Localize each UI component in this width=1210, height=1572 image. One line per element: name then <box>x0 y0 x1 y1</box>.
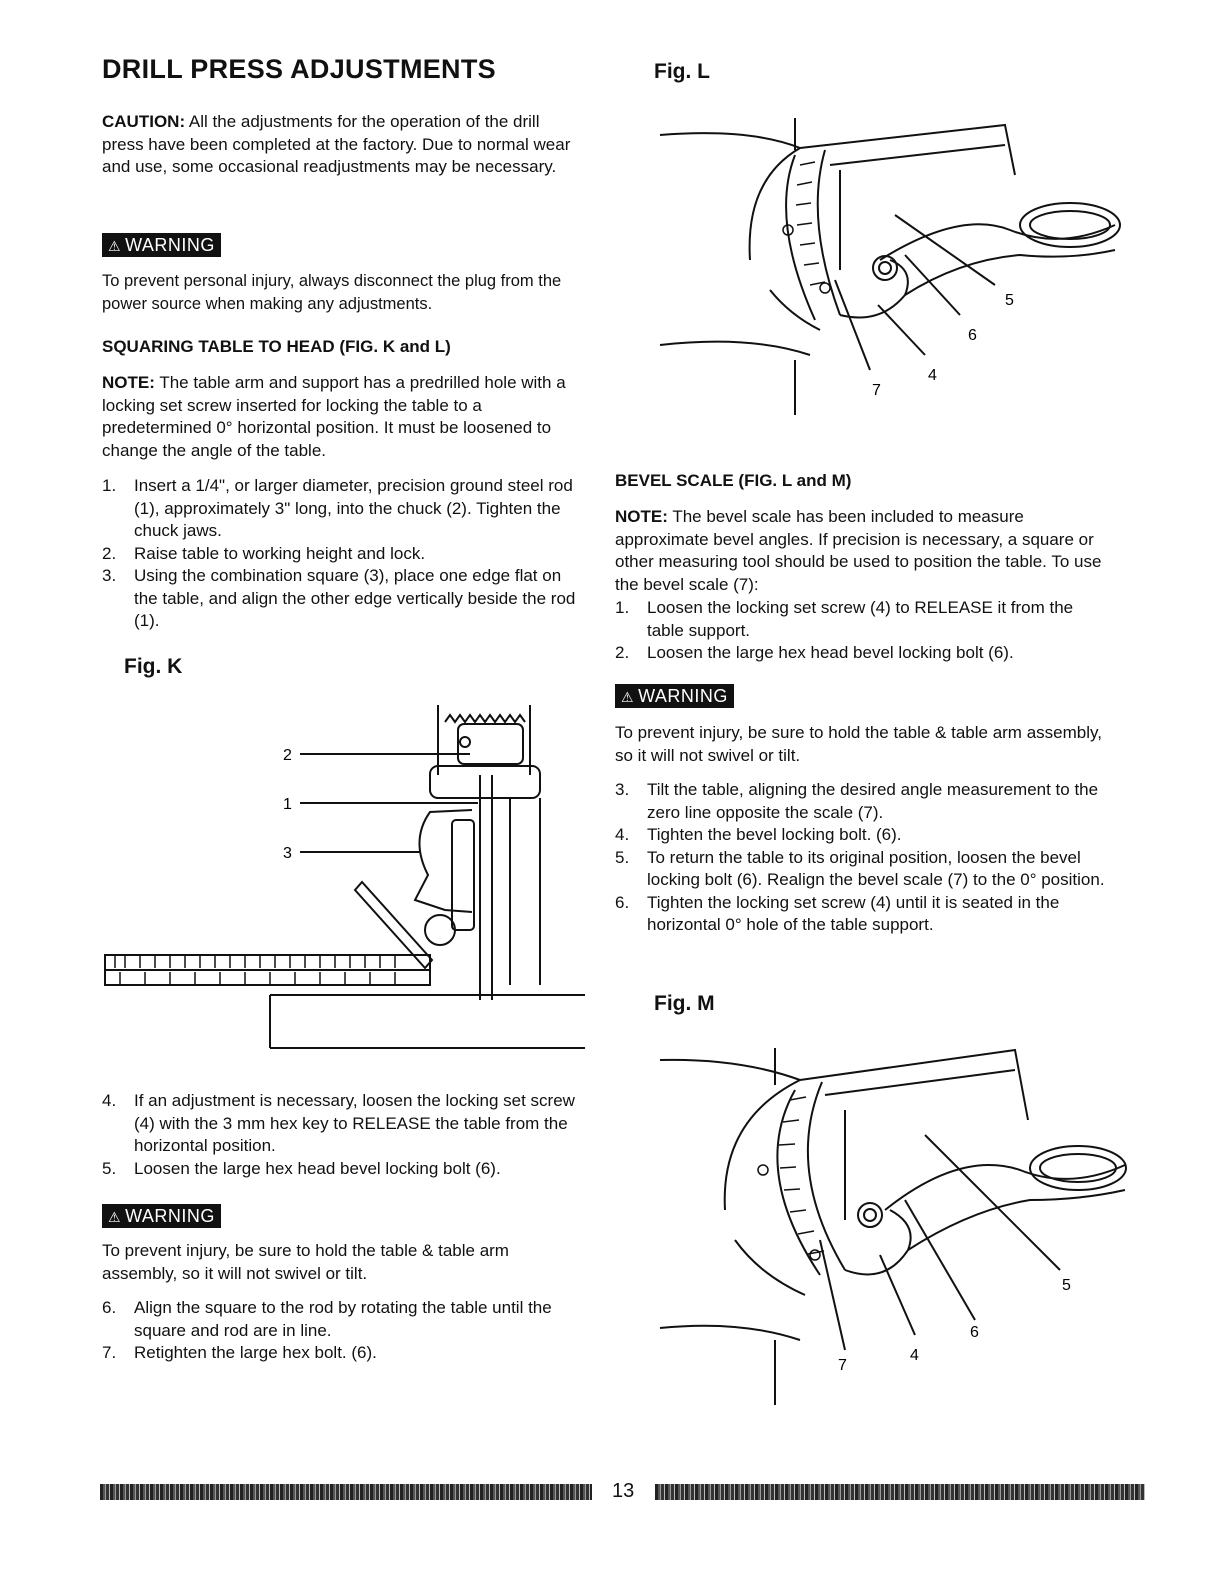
list-item: 3. Using the combination square (3), place one edge flat on the table, and align the other edge vertically beside the rod (1). <box>102 566 576 630</box>
list-item: 3. Tilt the table, aligning the desired angle measurement to the zero line opposite the scale (7). <box>615 780 1099 822</box>
fig-m-label: Fig. M <box>654 992 715 1015</box>
warning-label: WARNING <box>638 686 728 706</box>
list-item: 6. Align the square to the rod by rotating the table until the square and rod are in line. <box>102 1298 552 1340</box>
squaring-heading: SQUARING TABLE TO HEAD (FIG. K and L) <box>102 337 451 356</box>
note-label: NOTE: <box>615 507 668 526</box>
warning-badge-2 <box>102 1204 221 1228</box>
list-item: 5. To return the table to its original position, loosen the bevel locking bolt (6). Realign the bevel scale (7) to the 0° position. <box>615 847 1105 889</box>
list-item: 1. Insert a 1/4", or larger diameter, precision ground steel rod (1), approximately 3" long, into the chuck (2). Tighten the chuck jaws. <box>102 476 573 540</box>
fig-m-callout-4: 4 <box>910 1347 919 1364</box>
list-item: 4. If an adjustment is necessary, loosen the locking set screw (4) with the 3 mm hex key to RELEASE the table from the horizontal position. <box>102 1091 575 1155</box>
warning-label: WARNING <box>125 235 215 255</box>
caution-paragraph <box>102 111 572 179</box>
note-text: The table arm and support has a predrilled hole with a locking set screw inserted for locking the table to a predetermined 0° horizontal position. It must be loosened to change the angle of the table. <box>102 373 566 460</box>
warning-badge-1 <box>102 233 221 257</box>
warning-triangle-icon: ⚠ <box>108 1209 122 1225</box>
fig-k-callout-1: 1 <box>283 796 292 813</box>
fig-l-callout-4: 4 <box>928 367 937 384</box>
bevel-heading: BEVEL SCALE (FIG. L and M) <box>615 471 852 490</box>
footer-bar-left <box>100 1484 592 1500</box>
list-item: 2. Loosen the large hex head bevel locking bolt (6). <box>615 643 1014 662</box>
fig-l-illustration <box>650 110 1130 420</box>
fig-l-callout-6: 6 <box>968 327 977 344</box>
note-label: NOTE: <box>102 373 155 392</box>
warning-label: WARNING <box>125 1206 215 1226</box>
steps-list-a <box>102 475 587 633</box>
fig-l-callout-5: 5 <box>1005 292 1014 309</box>
fig-m-illustration <box>650 1040 1130 1410</box>
page-number: 13 <box>612 1480 635 1502</box>
warning-triangle-icon: ⚠ <box>108 238 122 254</box>
warning-badge-3 <box>615 684 734 708</box>
list-item: 2. Raise table to working height and lock. <box>102 543 426 563</box>
bevel-steps-a <box>615 597 1110 665</box>
list-item: 5. Loosen the large hex head bevel locking bolt (6). <box>102 1158 501 1178</box>
fig-k-callout-2: 2 <box>283 747 292 764</box>
page-title: DRILL PRESS ADJUSTMENTS <box>102 54 496 84</box>
warning-triangle-icon: ⚠ <box>621 689 635 705</box>
fig-l-label: Fig. L <box>654 60 710 83</box>
list-item: 6. Tighten the locking set screw (4) until it is seated in the horizontal 0° hole of the table support. <box>615 892 1060 934</box>
note-text: The bevel scale has been included to measure approximate bevel angles. If precision is necessary, a square or other measuring tool should be used to position the table. To use the bevel scale (7): <box>615 507 1102 594</box>
footer-bar-right <box>655 1484 1145 1500</box>
list-item: 7. Retighten the large hex bolt. (6). <box>102 1343 377 1362</box>
steps-list-b <box>102 1090 587 1180</box>
warning-text-3: To prevent injury, be sure to hold the table & table arm assembly, so it will not swivel or tilt. <box>615 723 1102 765</box>
fig-m-callout-5: 5 <box>1062 1277 1071 1294</box>
warning-text-1: To prevent personal injury, always disconnect the plug from the power source when making any adjustments. <box>102 272 562 313</box>
fig-k-label: Fig. K <box>124 655 183 678</box>
fig-m-callout-7: 7 <box>838 1357 847 1374</box>
fig-l-callout-7: 7 <box>872 382 881 399</box>
fig-m-callout-6: 6 <box>970 1324 979 1341</box>
fig-k-illustration <box>100 700 590 1055</box>
steps-list-c <box>102 1297 587 1365</box>
caution-label: CAUTION: <box>102 112 186 131</box>
caution-text: All the adjustments for the operation of the drill press have been completed at the factory. Due to normal wear and use, some occasional readjustments may be necessary. <box>102 112 571 176</box>
bevel-note <box>615 506 1105 596</box>
fig-k-callout-3: 3 <box>283 845 292 862</box>
list-item: 1. Loosen the locking set screw (4) to RELEASE it from the table support. <box>615 598 1074 640</box>
list-item: 4. Tighten the bevel locking bolt. (6). <box>615 825 902 844</box>
warning-text-2: To prevent injury, be sure to hold the table & table arm assembly, so it will not swivel or tilt. <box>102 1241 509 1283</box>
bevel-steps-b <box>615 779 1110 937</box>
squaring-note <box>102 372 587 462</box>
